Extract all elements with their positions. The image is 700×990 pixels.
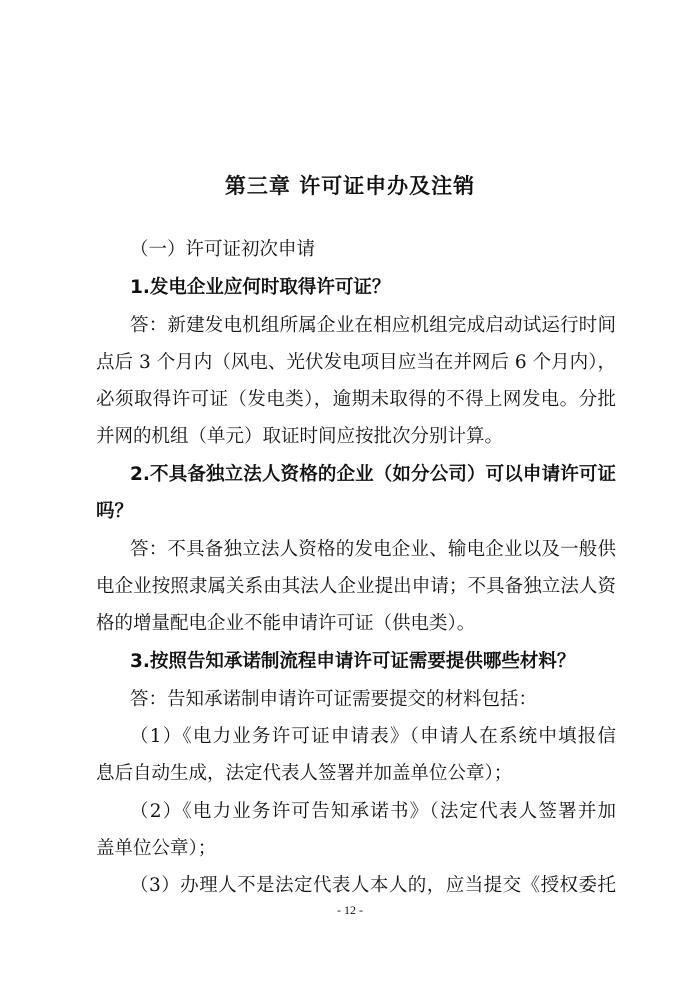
question-2-line-1: 2.不具备独立法人资格的企业（如分公司）可以申请许可证 <box>130 464 616 485</box>
answer-2-line-3: 格的增量配电企业不能申请许可证（供电类）。 <box>96 613 476 634</box>
material-3-line-1: （3）办理人不是法定代表人本人的，应当提交《授权委托 <box>130 875 616 896</box>
answer-3-intro: 答：告知承诺制申请许可证需要提交的材料包括： <box>130 689 538 710</box>
material-1-line-1: （1）《电力业务许可证申请表》（申请人在系统中填报信 <box>130 726 616 747</box>
chapter-title: 第三章 许可证申办及注销 <box>224 174 476 198</box>
material-2-line-1: （2）《电力业务许可告知承诺书》（法定代表人签署并加 <box>130 801 616 822</box>
answer-2-line-2: 电企业按照隶属关系由其法人企业提出申请；不具备独立法人资 <box>96 576 616 597</box>
question-3: 3.按照告知承诺制流程申请许可证需要提供哪些材料？ <box>130 651 576 672</box>
section-heading: （一）许可证初次申请 <box>130 239 316 260</box>
question-1: 1.发电企业应何时取得许可证？ <box>130 277 391 298</box>
material-2-line-2: 盖单位公章）； <box>96 838 217 859</box>
answer-1-line-1: 答：新建发电机组所属企业在相应机组完成启动试运行时间 <box>130 315 616 336</box>
material-1-line-2: 息后自动生成，法定代表人签署并加盖单位公章）； <box>96 763 513 784</box>
answer-1-line-2: 点后 3 个月内（风电、光伏发电项目应当在并网后 6 个月内）， <box>96 352 616 373</box>
page-number: - 12 - <box>337 903 363 917</box>
answer-2-line-1: 答：不具备独立法人资格的发电企业、输电企业以及一般供 <box>130 539 616 560</box>
answer-1-line-3: 必须取得许可证（发电类），逾期未取得的不得上网发电。分批 <box>96 389 616 410</box>
question-2-line-2: 吗？ <box>96 501 134 522</box>
answer-1-line-4: 并网的机组（单元）取证时间应按批次分别计算。 <box>96 426 504 447</box>
